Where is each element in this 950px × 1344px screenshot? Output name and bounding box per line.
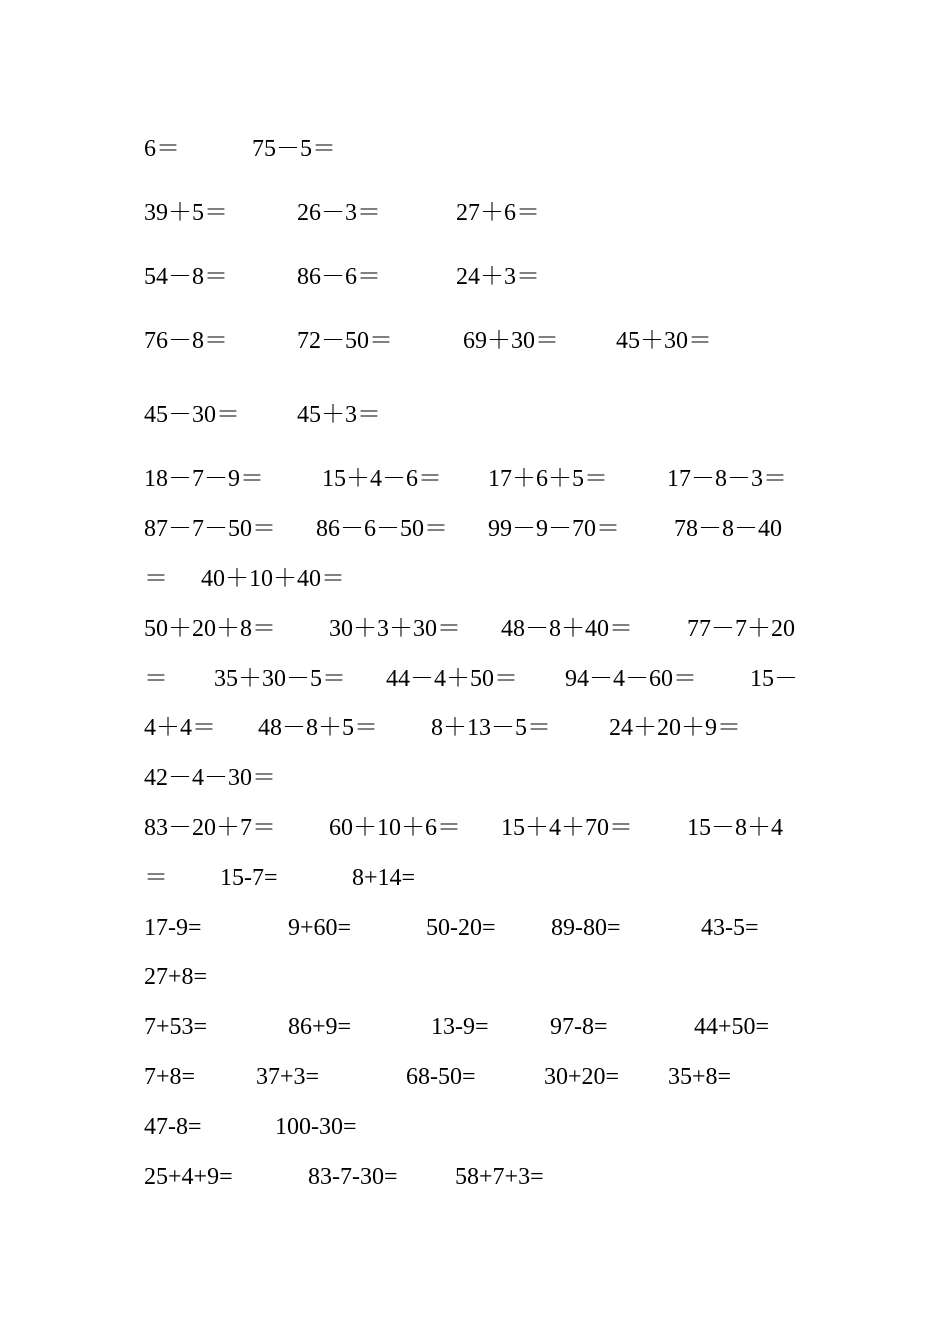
math-problem: ＝ — [144, 865, 168, 891]
math-problem: ＝ — [144, 666, 168, 692]
math-problem: 6＝ — [144, 136, 180, 162]
math-problem: 86－6＝ — [297, 264, 381, 290]
problem-line — [0, 563, 950, 595]
math-problem: 48－8＋5＝ — [258, 715, 378, 741]
math-problem: 27＋6＝ — [456, 200, 540, 226]
problem-line — [0, 712, 950, 744]
problem-line — [0, 1111, 950, 1143]
math-problem: 58+7+3= — [455, 1164, 544, 1190]
math-problem: 100-30= — [275, 1114, 357, 1140]
problem-line — [0, 133, 950, 165]
problem-line — [0, 1061, 950, 1093]
math-problem: 4＋4＝ — [144, 715, 216, 741]
math-problem: 40＋10＋40＝ — [201, 566, 345, 592]
math-problem: 7+8= — [144, 1064, 196, 1090]
math-problem: 8+14= — [352, 865, 416, 891]
math-problem: 69＋30＝ — [463, 328, 559, 354]
math-problem: 26－3＝ — [297, 200, 381, 226]
math-problem: 13-9= — [431, 1014, 489, 1040]
math-problem: 43-5= — [701, 915, 759, 941]
math-problem: 9+60= — [288, 915, 352, 941]
problem-line — [0, 513, 950, 545]
math-problem: 54－8＝ — [144, 264, 228, 290]
math-problem: 83－20＋7＝ — [144, 815, 276, 841]
math-problem: 15＋4＋70＝ — [501, 815, 633, 841]
problem-line — [0, 463, 950, 495]
math-problem: 86－6－50＝ — [316, 516, 448, 542]
math-problem: 78－8－40 — [674, 516, 782, 542]
math-problem: 50＋20＋8＝ — [144, 616, 276, 642]
problem-line — [0, 1161, 950, 1193]
problem-line — [0, 325, 950, 357]
math-problem: 83-7-30= — [308, 1164, 398, 1190]
math-problem: 30＋3＋30＝ — [329, 616, 461, 642]
math-problem: 35＋30－5＝ — [214, 666, 346, 692]
math-problem: 7+53= — [144, 1014, 208, 1040]
problem-line — [0, 912, 950, 944]
math-problem: 15－ — [750, 666, 798, 692]
math-problem: 39＋5＝ — [144, 200, 228, 226]
math-problem: 18－7－9＝ — [144, 466, 264, 492]
math-problem: 99－9－70＝ — [488, 516, 620, 542]
problem-line — [0, 197, 950, 229]
math-problem: 17＋6＋5＝ — [488, 466, 608, 492]
math-problem: 17－8－3＝ — [667, 466, 787, 492]
math-problem: 68-50= — [406, 1064, 476, 1090]
math-problem: 30+20= — [544, 1064, 620, 1090]
math-problem: 47-8= — [144, 1114, 202, 1140]
problem-line — [0, 762, 950, 794]
math-problem: 35+8= — [668, 1064, 732, 1090]
math-problem: 44+50= — [694, 1014, 770, 1040]
problem-line — [0, 613, 950, 645]
math-problem: 72－50＝ — [297, 328, 393, 354]
math-problem: 37+3= — [256, 1064, 320, 1090]
math-problem: 50-20= — [426, 915, 496, 941]
math-problem: ＝ — [144, 566, 168, 592]
problem-line — [0, 812, 950, 844]
math-problem: 94－4－60＝ — [565, 666, 697, 692]
math-problem: 45＋30＝ — [616, 328, 712, 354]
math-problem: 15＋4－6＝ — [322, 466, 442, 492]
problem-line — [0, 862, 950, 894]
math-problem: 45＋3＝ — [297, 402, 381, 428]
math-problem: 44－4＋50＝ — [386, 666, 518, 692]
math-problem: 75－5＝ — [252, 136, 336, 162]
math-problem: 76－8＝ — [144, 328, 228, 354]
math-problem: 15－8＋4 — [687, 815, 783, 841]
math-problem: 60＋10＋6＝ — [329, 815, 461, 841]
math-problem: 48－8＋40＝ — [501, 616, 633, 642]
math-problem: 24＋20＋9＝ — [609, 715, 741, 741]
math-problem: 27+8= — [144, 964, 208, 990]
math-problem: 89-80= — [551, 915, 621, 941]
math-problem: 8＋13－5＝ — [431, 715, 551, 741]
problem-line — [0, 1011, 950, 1043]
math-problem: 15-7= — [220, 865, 278, 891]
problem-line — [0, 261, 950, 293]
math-problem: 87－7－50＝ — [144, 516, 276, 542]
math-problem: 17-9= — [144, 915, 202, 941]
math-problem: 42－4－30＝ — [144, 765, 276, 791]
math-problem: 45－30＝ — [144, 402, 240, 428]
problem-line — [0, 399, 950, 431]
math-problem: 24＋3＝ — [456, 264, 540, 290]
math-problem: 25+4+9= — [144, 1164, 233, 1190]
problem-line — [0, 961, 950, 993]
math-problem: 77－7＋20 — [687, 616, 795, 642]
problem-line — [0, 663, 950, 695]
math-problem: 97-8= — [550, 1014, 608, 1040]
math-problem: 86+9= — [288, 1014, 352, 1040]
